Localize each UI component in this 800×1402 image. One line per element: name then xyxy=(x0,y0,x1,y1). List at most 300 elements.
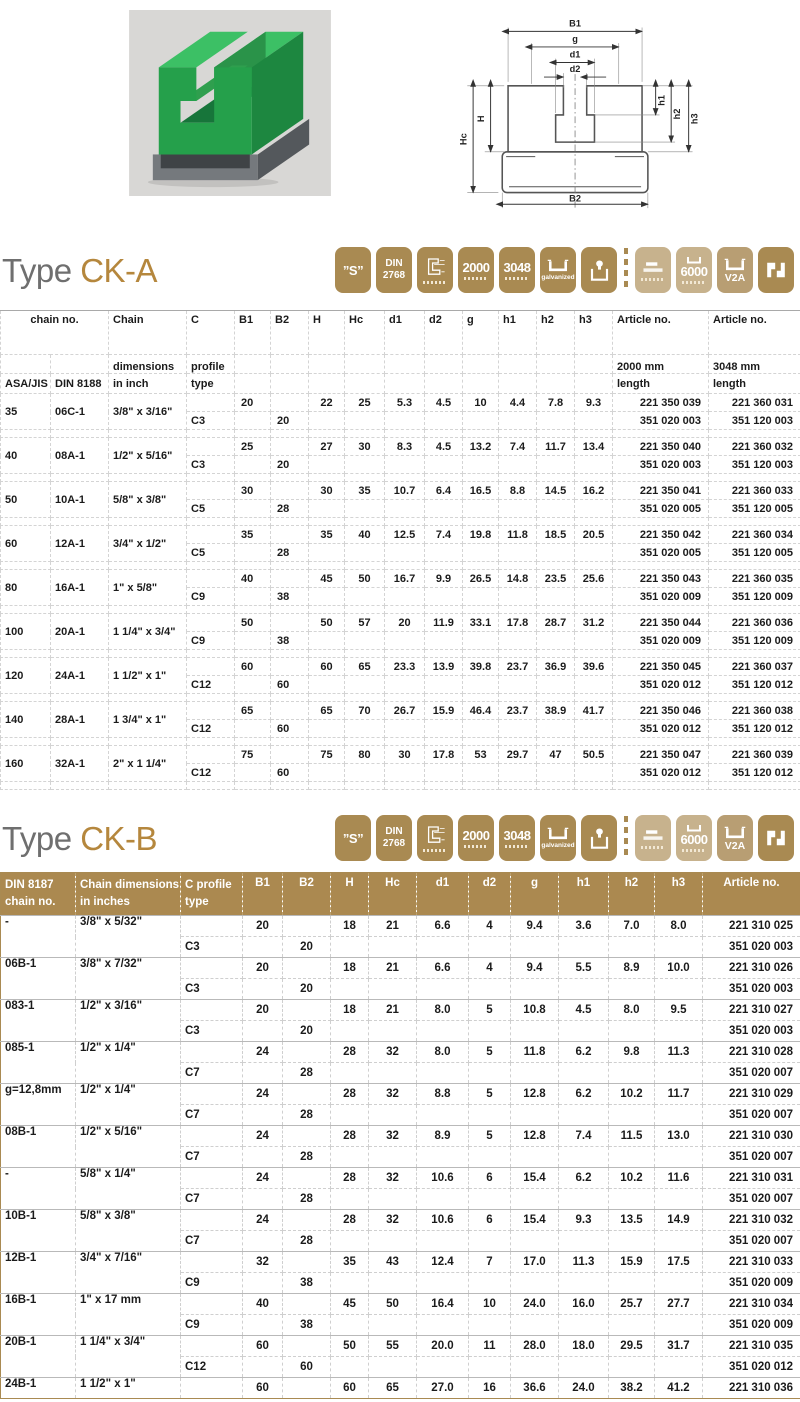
cell xyxy=(385,606,425,614)
cell xyxy=(309,694,345,702)
cell xyxy=(469,979,511,1000)
cell: 20 xyxy=(283,979,331,1000)
cell xyxy=(537,606,575,614)
cell: 221 360 033 xyxy=(709,482,800,500)
length-2000-badge: 2000 xyxy=(458,815,494,861)
cell xyxy=(243,1231,283,1252)
cell xyxy=(283,1378,331,1399)
profile-drawing-badge xyxy=(417,247,453,293)
cell: 8.0 xyxy=(417,1042,469,1063)
cell xyxy=(575,518,613,526)
product-photo-image xyxy=(128,10,332,196)
cell: 13.2 xyxy=(463,438,499,456)
table-row xyxy=(1,694,800,702)
cell xyxy=(187,658,235,676)
cell xyxy=(499,456,537,474)
col-header-g: g xyxy=(511,873,559,916)
cell xyxy=(345,588,385,606)
cell xyxy=(469,1273,511,1294)
cell: 27.7 xyxy=(655,1294,703,1315)
cell xyxy=(463,456,499,474)
cell: 32 xyxy=(243,1252,283,1273)
cell: 32 xyxy=(369,1084,417,1105)
cell xyxy=(369,1315,417,1336)
cell: 12.4 xyxy=(417,1252,469,1273)
cell: 351 020 012 xyxy=(613,764,709,782)
cell xyxy=(243,1357,283,1378)
cell: 36.9 xyxy=(537,658,575,676)
cell xyxy=(425,694,463,702)
cell xyxy=(271,606,309,614)
cell: 7.8 xyxy=(537,394,575,412)
cell: 25 xyxy=(345,394,385,412)
cell xyxy=(575,694,613,702)
cell: 12.8 xyxy=(511,1126,559,1147)
cell xyxy=(369,1063,417,1084)
cell xyxy=(511,1315,559,1336)
cell xyxy=(575,676,613,694)
cell: C7 xyxy=(181,1063,243,1084)
cell: 17.8 xyxy=(425,746,463,764)
cell xyxy=(609,1315,655,1336)
col-header-h2: h2 xyxy=(537,311,575,355)
cell xyxy=(283,916,331,937)
cell xyxy=(181,1294,243,1315)
cell: 50 xyxy=(1,482,51,518)
cell xyxy=(655,1231,703,1252)
cell xyxy=(271,518,309,526)
cell: 351 020 003 xyxy=(613,412,709,430)
cell xyxy=(425,474,463,482)
cell xyxy=(655,1315,703,1336)
cell: 10.6 xyxy=(417,1168,469,1189)
dim-label-h2: h2 xyxy=(672,109,682,120)
cell: 351 120 012 xyxy=(709,764,800,782)
cell xyxy=(463,500,499,518)
cell xyxy=(385,632,425,650)
cell xyxy=(425,588,463,606)
cell xyxy=(345,562,385,570)
cell xyxy=(345,694,385,702)
cell: 11.5 xyxy=(609,1126,655,1147)
cell xyxy=(345,456,385,474)
cell xyxy=(235,676,271,694)
cell xyxy=(369,979,417,1000)
cell xyxy=(271,702,309,720)
cell xyxy=(463,518,499,526)
v2a-badge: V2A xyxy=(717,247,753,293)
fine-print xyxy=(682,849,706,852)
cell xyxy=(331,937,369,958)
cell xyxy=(385,588,425,606)
cell xyxy=(109,694,187,702)
galvanized-badge-glyph xyxy=(546,258,570,273)
catalog-page xyxy=(0,10,800,1402)
fine-print xyxy=(505,845,529,848)
cell: C9 xyxy=(181,1315,243,1336)
cell: 7.4 xyxy=(559,1126,609,1147)
badge-divider xyxy=(624,248,628,292)
cell xyxy=(181,1126,243,1147)
cell xyxy=(425,632,463,650)
cell xyxy=(655,1021,703,1042)
cell xyxy=(463,738,499,746)
cell xyxy=(1,606,51,614)
cell xyxy=(181,958,243,979)
cell: 221 310 025 xyxy=(703,916,800,937)
cell xyxy=(575,650,613,658)
cell xyxy=(537,456,575,474)
cell xyxy=(499,544,537,562)
cell xyxy=(109,650,187,658)
cell: 20 xyxy=(243,958,283,979)
cell xyxy=(243,1063,283,1084)
cell: 9.9 xyxy=(425,570,463,588)
cell: 3/4" x 1/2" xyxy=(109,526,187,562)
table-row xyxy=(1,562,800,570)
cell: 15.9 xyxy=(425,702,463,720)
cell xyxy=(309,474,345,482)
cell: 351 020 009 xyxy=(613,588,709,606)
cell xyxy=(537,782,575,790)
fine-print xyxy=(641,846,665,849)
ck-a-table-body xyxy=(1,394,800,790)
badge-divider xyxy=(624,816,628,860)
cell xyxy=(537,588,575,606)
cell xyxy=(417,1315,469,1336)
cell xyxy=(559,1147,609,1168)
cell xyxy=(499,632,537,650)
cell: 221 310 026 xyxy=(703,958,800,979)
cell xyxy=(425,782,463,790)
cell: 083-1 xyxy=(1,1000,76,1042)
fine-print xyxy=(641,278,665,281)
table-row xyxy=(1,1336,800,1357)
cell xyxy=(385,676,425,694)
cell: 21 xyxy=(369,958,417,979)
cell: 8.3 xyxy=(385,438,425,456)
cell: 221 360 038 xyxy=(709,702,800,720)
cell: 29.5 xyxy=(609,1336,655,1357)
cell: 4.5 xyxy=(559,1000,609,1021)
cell xyxy=(537,632,575,650)
fine-print xyxy=(423,849,447,852)
cell xyxy=(709,474,800,482)
cell xyxy=(309,412,345,430)
section-title-ck-a xyxy=(2,254,157,287)
cell xyxy=(1,430,51,438)
cell xyxy=(469,1189,511,1210)
table-row xyxy=(1,1294,800,1315)
cell: 221 310 035 xyxy=(703,1336,800,1357)
cell xyxy=(499,676,537,694)
cell: 11.8 xyxy=(511,1042,559,1063)
cell xyxy=(345,606,385,614)
cell: 28 xyxy=(283,1189,331,1210)
title-name: CK-B xyxy=(80,820,157,857)
cell xyxy=(283,1042,331,1063)
mounting-badge-glyph xyxy=(587,826,612,851)
cell xyxy=(187,746,235,764)
cell: 50 xyxy=(331,1336,369,1357)
cell: 21 xyxy=(369,1000,417,1021)
cell: 6.4 xyxy=(425,482,463,500)
cell xyxy=(109,606,187,614)
cell: 60 xyxy=(309,658,345,676)
table-row xyxy=(1,482,800,500)
table-row xyxy=(1,430,800,438)
title-prefix: Type xyxy=(2,252,72,289)
product-photo xyxy=(128,10,332,196)
table-row xyxy=(1,570,800,588)
cell xyxy=(575,720,613,738)
cell xyxy=(425,676,463,694)
cell: 23.7 xyxy=(499,658,537,676)
cell xyxy=(537,474,575,482)
cell: 28 xyxy=(283,1063,331,1084)
cell: 3/4" x 7/16" xyxy=(76,1252,181,1294)
cell: 5/8" x 1/4" xyxy=(76,1168,181,1210)
cell xyxy=(609,937,655,958)
table-row xyxy=(1,614,800,632)
cell xyxy=(559,1231,609,1252)
cell xyxy=(613,650,709,658)
cell: 50 xyxy=(345,570,385,588)
cell xyxy=(499,738,537,746)
cell xyxy=(271,658,309,676)
cell: 1/2" x 5/16" xyxy=(109,438,187,474)
cell xyxy=(463,474,499,482)
cross-section-drawing-image xyxy=(444,12,710,212)
cell: 9.3 xyxy=(575,394,613,412)
cell xyxy=(283,958,331,979)
cell: 18 xyxy=(331,1000,369,1021)
cell: 26.5 xyxy=(463,570,499,588)
col-header-d1: d1 xyxy=(417,873,469,916)
cell: 16.7 xyxy=(385,570,425,588)
profile-drawing-badge xyxy=(417,815,453,861)
cell xyxy=(463,606,499,614)
cell xyxy=(559,1021,609,1042)
cell: 351 020 007 xyxy=(703,1105,800,1126)
cell: 24B-1 xyxy=(1,1378,76,1399)
flat-profile-badge-glyph xyxy=(640,828,666,843)
cell xyxy=(609,979,655,1000)
cell: 10.2 xyxy=(609,1168,655,1189)
cell xyxy=(511,1357,559,1378)
table-row xyxy=(1,1378,800,1399)
col-header-h: H xyxy=(309,311,345,355)
cell xyxy=(369,1189,417,1210)
cell xyxy=(575,764,613,782)
cell: 60 xyxy=(283,1357,331,1378)
cell: 43 xyxy=(369,1252,417,1273)
dim-label-b2: B2 xyxy=(569,193,581,203)
cell xyxy=(609,1063,655,1084)
cell: 40 xyxy=(243,1294,283,1315)
cell xyxy=(575,738,613,746)
cell xyxy=(655,1147,703,1168)
cell: 351 020 007 xyxy=(703,1147,800,1168)
cell xyxy=(235,782,271,790)
cell xyxy=(463,764,499,782)
col-subheader-din-8188: DIN 8188 xyxy=(51,374,109,394)
cell xyxy=(709,782,800,790)
cell xyxy=(51,650,109,658)
col-subheader-type: type xyxy=(187,374,235,394)
cell xyxy=(575,474,613,482)
cell: 10.7 xyxy=(385,482,425,500)
cell xyxy=(331,1231,369,1252)
cell: 38 xyxy=(283,1273,331,1294)
cell xyxy=(271,526,309,544)
cell xyxy=(369,1021,417,1042)
col-subheader-profile: profile xyxy=(187,355,235,374)
cell xyxy=(51,562,109,570)
cell xyxy=(425,738,463,746)
cell xyxy=(511,937,559,958)
cell: C5 xyxy=(187,500,235,518)
cell: 32 xyxy=(369,1126,417,1147)
cell: 75 xyxy=(235,746,271,764)
cell: 8.0 xyxy=(609,1000,655,1021)
cell xyxy=(243,1021,283,1042)
cell: 25.6 xyxy=(575,570,613,588)
cell xyxy=(181,1210,243,1231)
cell xyxy=(309,518,345,526)
cell xyxy=(613,562,709,570)
cell: 9.5 xyxy=(655,1000,703,1021)
cell: 4 xyxy=(469,916,511,937)
cell: 24 xyxy=(243,1084,283,1105)
cell: 50 xyxy=(309,614,345,632)
cell xyxy=(463,588,499,606)
cell: 221 360 037 xyxy=(709,658,800,676)
col-header-c-profile: C profile type xyxy=(181,873,243,916)
cell: 39.8 xyxy=(463,658,499,676)
cell xyxy=(575,782,613,790)
cell xyxy=(345,632,385,650)
cell xyxy=(655,1273,703,1294)
cell xyxy=(469,1147,511,1168)
din-2768-badge: DIN 2768 xyxy=(376,247,412,293)
cell: 221 350 045 xyxy=(613,658,709,676)
cell: 351 120 003 xyxy=(709,456,800,474)
cell xyxy=(309,632,345,650)
cell: 221 360 039 xyxy=(709,746,800,764)
cell xyxy=(511,1231,559,1252)
cell xyxy=(385,720,425,738)
col-header-h3: h3 xyxy=(655,873,703,916)
cell: 351 020 009 xyxy=(613,632,709,650)
cell: 26.7 xyxy=(385,702,425,720)
cell xyxy=(385,518,425,526)
cell: 17.0 xyxy=(511,1252,559,1273)
cell: 65 xyxy=(309,702,345,720)
profile-pair-badge-glyph xyxy=(764,828,788,848)
cell xyxy=(181,1252,243,1273)
cell: 221 350 040 xyxy=(613,438,709,456)
cell: 8.9 xyxy=(609,958,655,979)
cell xyxy=(331,1357,369,1378)
cell xyxy=(187,782,235,790)
cell xyxy=(537,562,575,570)
cell xyxy=(309,500,345,518)
cell xyxy=(235,456,271,474)
cell: 60 xyxy=(271,720,309,738)
cell xyxy=(309,764,345,782)
cell xyxy=(655,1357,703,1378)
cell xyxy=(499,588,537,606)
cell: 18.0 xyxy=(559,1336,609,1357)
cell xyxy=(243,979,283,1000)
cell xyxy=(271,694,309,702)
cell: 1/2" x 5/16" xyxy=(76,1126,181,1168)
cell: 16A-1 xyxy=(51,570,109,606)
cell: 351 020 005 xyxy=(613,544,709,562)
cell: 32 xyxy=(369,1042,417,1063)
cell: 18.5 xyxy=(537,526,575,544)
cell xyxy=(499,764,537,782)
cell: 18 xyxy=(331,916,369,937)
col-header-din-8187: DIN 8187 chain no. xyxy=(1,873,76,916)
cell: 38 xyxy=(271,632,309,650)
cell: 40 xyxy=(235,570,271,588)
cell: 32A-1 xyxy=(51,746,109,782)
cell xyxy=(243,1147,283,1168)
cell: 35 xyxy=(1,394,51,430)
col-header-chain-no: chain no. xyxy=(1,311,109,355)
cell xyxy=(51,606,109,614)
table-row xyxy=(1,746,800,764)
cell xyxy=(385,764,425,782)
cell xyxy=(537,694,575,702)
dim-label-b1: B1 xyxy=(569,19,581,29)
galvanized-badge: galvanized xyxy=(540,247,576,293)
cell xyxy=(499,430,537,438)
cell: 30 xyxy=(345,438,385,456)
cell: C7 xyxy=(181,1105,243,1126)
cell xyxy=(243,1273,283,1294)
cell: 20 xyxy=(385,614,425,632)
cell: 8.8 xyxy=(499,482,537,500)
cell: 10.8 xyxy=(511,1000,559,1021)
cell: 100 xyxy=(1,614,51,650)
cell xyxy=(613,430,709,438)
col-subheader-length-2000: length xyxy=(613,374,709,394)
col-header-h3: h3 xyxy=(575,311,613,355)
cell: 28 xyxy=(331,1042,369,1063)
cell: 47 xyxy=(537,746,575,764)
cell xyxy=(385,474,425,482)
cell xyxy=(109,474,187,482)
cell xyxy=(463,544,499,562)
cell xyxy=(309,650,345,658)
cell xyxy=(575,500,613,518)
cell: 7 xyxy=(469,1252,511,1273)
cell xyxy=(385,500,425,518)
cell: 8.9 xyxy=(417,1126,469,1147)
cell xyxy=(109,430,187,438)
cell: 1 1/4" x 3/4" xyxy=(76,1336,181,1378)
cell: 50 xyxy=(235,614,271,632)
cell: C3 xyxy=(181,937,243,958)
cell xyxy=(309,456,345,474)
fine-print xyxy=(423,281,447,284)
flat-profile-badge-glyph xyxy=(640,260,666,275)
cell: 5 xyxy=(469,1000,511,1021)
cell: 35 xyxy=(235,526,271,544)
